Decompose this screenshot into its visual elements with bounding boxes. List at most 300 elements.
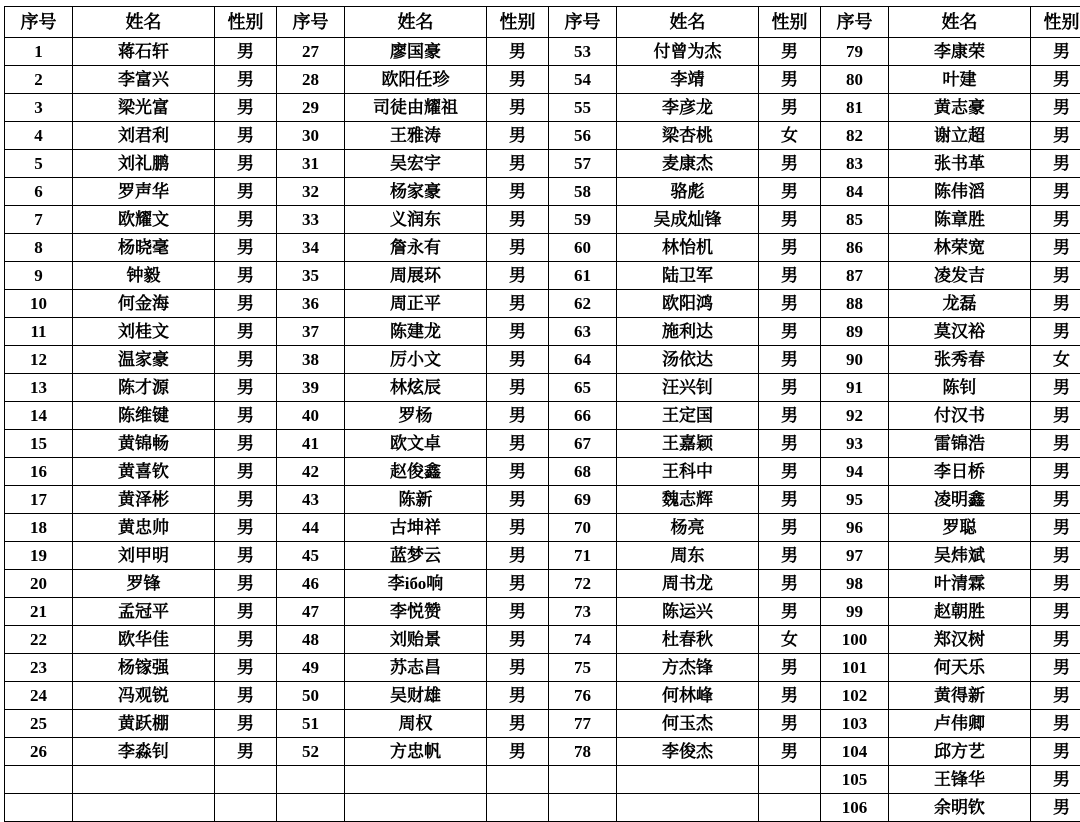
cell-gender: 男 [215,402,277,430]
cell-name: 陈建龙 [345,318,487,346]
cell-gender: 男 [215,150,277,178]
cell-gender: 男 [215,290,277,318]
cell-name [345,766,487,794]
cell-name: 李彦龙 [617,94,759,122]
cell-index: 6 [5,178,73,206]
cell-name: 孟冠平 [73,598,215,626]
cell-gender: 男 [1031,458,1080,486]
cell-index: 64 [549,346,617,374]
cell-name: 余明钦 [889,794,1031,822]
col-header-index-4: 序号 [821,7,889,38]
cell-index: 19 [5,542,73,570]
cell-gender: 男 [215,206,277,234]
cell-name: 欧耀文 [73,206,215,234]
table-row [5,794,1080,822]
cell-gender: 男 [487,738,549,766]
cell-gender: 男 [215,262,277,290]
cell-name: 叶建 [889,66,1031,94]
cell-index: 86 [821,234,889,262]
cell-index: 13 [5,374,73,402]
cell-gender: 男 [759,262,821,290]
cell-name: 杜春秋 [617,626,759,654]
cell-gender: 男 [1031,38,1080,66]
cell-index: 67 [549,430,617,458]
cell-name: 刘礼鹏 [73,150,215,178]
cell-index: 26 [5,738,73,766]
cell-gender: 男 [1031,542,1080,570]
cell-name: 何玉杰 [617,710,759,738]
cell-index: 41 [277,430,345,458]
cell-index: 90 [821,346,889,374]
cell-gender: 男 [215,570,277,598]
cell-name: 周正平 [345,290,487,318]
cell-name: 王嘉颖 [617,430,759,458]
col-header-name-3: 姓名 [617,7,759,38]
cell-name: 何金海 [73,290,215,318]
cell-gender: 男 [1031,290,1080,318]
cell-index: 7 [5,206,73,234]
cell-gender [759,766,821,794]
cell-gender: 女 [1031,346,1080,374]
cell-index: 56 [549,122,617,150]
cell-name: 麦康杰 [617,150,759,178]
cell-name: 李淼钊 [73,738,215,766]
col-header-gender-1: 性别 [215,7,277,38]
cell-name: 厉小文 [345,346,487,374]
cell-gender: 男 [487,710,549,738]
cell-gender: 男 [759,318,821,346]
cell-index: 77 [549,710,617,738]
cell-gender: 男 [215,682,277,710]
cell-gender: 男 [1031,66,1080,94]
cell-gender: 男 [759,178,821,206]
cell-name: 陈伟滔 [889,178,1031,206]
table-row [5,570,1080,598]
cell-name: 付曾为杰 [617,38,759,66]
cell-index: 39 [277,374,345,402]
cell-index: 1 [5,38,73,66]
cell-index: 18 [5,514,73,542]
cell-name: 冯观锐 [73,682,215,710]
cell-name: 温家豪 [73,346,215,374]
cell-gender: 男 [487,654,549,682]
col-header-index-3: 序号 [549,7,617,38]
cell-index: 75 [549,654,617,682]
table-row [5,766,1080,794]
cell-name: 吴炜斌 [889,542,1031,570]
cell-name: 黄忠帅 [73,514,215,542]
table-row [5,738,1080,766]
cell-name: 蓝梦云 [345,542,487,570]
cell-index: 58 [549,178,617,206]
cell-index: 15 [5,430,73,458]
cell-name: 汤依达 [617,346,759,374]
cell-name: 刘君利 [73,122,215,150]
cell-gender: 男 [487,38,549,66]
cell-name: 汪兴钊 [617,374,759,402]
cell-index: 71 [549,542,617,570]
cell-index: 53 [549,38,617,66]
cell-index: 79 [821,38,889,66]
cell-name: 周书龙 [617,570,759,598]
cell-gender: 男 [1031,626,1080,654]
cell-index: 3 [5,94,73,122]
cell-gender: 男 [759,738,821,766]
cell-gender: 男 [1031,318,1080,346]
table-row [5,654,1080,682]
cell-index: 68 [549,458,617,486]
cell-gender: 男 [215,66,277,94]
cell-name: 李日桥 [889,458,1031,486]
col-header-index-2: 序号 [277,7,345,38]
cell-index: 104 [821,738,889,766]
cell-index: 50 [277,682,345,710]
cell-gender: 男 [759,430,821,458]
table-row [5,430,1080,458]
cell-index: 82 [821,122,889,150]
cell-index: 76 [549,682,617,710]
cell-index: 97 [821,542,889,570]
cell-gender: 男 [1031,682,1080,710]
cell-gender: 男 [759,234,821,262]
cell-index: 81 [821,94,889,122]
cell-gender [215,766,277,794]
cell-gender: 男 [759,514,821,542]
cell-gender: 男 [215,514,277,542]
cell-name: 赵朝胜 [889,598,1031,626]
cell-name: 张书革 [889,150,1031,178]
cell-index: 34 [277,234,345,262]
cell-name: 林怡机 [617,234,759,262]
cell-index: 9 [5,262,73,290]
cell-index [277,766,345,794]
cell-index: 60 [549,234,617,262]
cell-gender: 女 [759,626,821,654]
cell-name: 蒋石轩 [73,38,215,66]
cell-name: 李ібо响 [345,570,487,598]
cell-gender: 男 [759,150,821,178]
cell-gender: 男 [487,122,549,150]
cell-index: 20 [5,570,73,598]
cell-index: 43 [277,486,345,514]
cell-name: 黄跃棚 [73,710,215,738]
table-row [5,178,1080,206]
cell-name: 詹永有 [345,234,487,262]
cell-index: 35 [277,262,345,290]
cell-gender: 男 [487,262,549,290]
cell-gender: 男 [759,374,821,402]
cell-index: 91 [821,374,889,402]
cell-gender: 男 [1031,206,1080,234]
cell-name: 方忠帆 [345,738,487,766]
cell-index: 85 [821,206,889,234]
cell-gender: 男 [487,486,549,514]
cell-name: 赵俊鑫 [345,458,487,486]
cell-index: 2 [5,66,73,94]
cell-gender: 男 [1031,710,1080,738]
cell-gender: 男 [487,94,549,122]
cell-name: 刘桂文 [73,318,215,346]
cell-name: 刘甲明 [73,542,215,570]
cell-gender: 男 [759,570,821,598]
table-row [5,318,1080,346]
cell-gender: 男 [759,402,821,430]
cell-gender: 男 [215,178,277,206]
cell-index: 78 [549,738,617,766]
cell-name: 杨亮 [617,514,759,542]
cell-name: 李靖 [617,66,759,94]
cell-name: 黄得新 [889,682,1031,710]
table-row [5,374,1080,402]
table-row [5,402,1080,430]
cell-index: 102 [821,682,889,710]
cell-index: 51 [277,710,345,738]
cell-index: 80 [821,66,889,94]
cell-gender: 男 [1031,178,1080,206]
col-header-gender-3: 性别 [759,7,821,38]
table-row [5,94,1080,122]
cell-gender: 男 [1031,262,1080,290]
cell-name: 施利达 [617,318,759,346]
cell-index: 30 [277,122,345,150]
cell-gender: 男 [487,318,549,346]
col-header-gender-4: 性别 [1031,7,1080,38]
cell-name: 骆彪 [617,178,759,206]
cell-index: 100 [821,626,889,654]
cell-index: 73 [549,598,617,626]
col-header-gender-2: 性别 [487,7,549,38]
cell-index: 69 [549,486,617,514]
table-row [5,486,1080,514]
table-row [5,122,1080,150]
cell-gender: 男 [1031,794,1080,822]
cell-gender [487,794,549,822]
cell-name [73,766,215,794]
cell-gender: 男 [487,234,549,262]
cell-gender: 男 [1031,570,1080,598]
table-row [5,514,1080,542]
cell-gender: 男 [487,542,549,570]
cell-gender: 男 [215,458,277,486]
cell-name: 吴成灿锋 [617,206,759,234]
cell-index: 5 [5,150,73,178]
cell-name: 杨镓强 [73,654,215,682]
cell-gender: 男 [487,598,549,626]
cell-gender: 男 [1031,738,1080,766]
cell-gender: 男 [487,430,549,458]
cell-index: 59 [549,206,617,234]
cell-gender: 男 [759,94,821,122]
cell-name: 郑汉树 [889,626,1031,654]
cell-index: 72 [549,570,617,598]
cell-index: 17 [5,486,73,514]
cell-name: 吴宏宇 [345,150,487,178]
table-row [5,458,1080,486]
cell-index: 65 [549,374,617,402]
cell-name: 杨家豪 [345,178,487,206]
cell-name: 凌明鑫 [889,486,1031,514]
cell-index: 89 [821,318,889,346]
cell-name: 周东 [617,542,759,570]
cell-name: 李悦赞 [345,598,487,626]
cell-name: 周权 [345,710,487,738]
cell-index: 42 [277,458,345,486]
cell-gender: 男 [487,626,549,654]
table-row [5,598,1080,626]
cell-name: 方杰锋 [617,654,759,682]
cell-index: 45 [277,542,345,570]
cell-index: 4 [5,122,73,150]
cell-gender: 男 [759,598,821,626]
cell-name: 邱方艺 [889,738,1031,766]
cell-name: 罗杨 [345,402,487,430]
cell-gender: 男 [1031,514,1080,542]
col-header-name-4: 姓名 [889,7,1031,38]
cell-gender: 男 [487,514,549,542]
cell-gender: 男 [759,346,821,374]
cell-name: 梁光富 [73,94,215,122]
cell-name: 罗聪 [889,514,1031,542]
cell-index: 94 [821,458,889,486]
cell-name: 王科中 [617,458,759,486]
cell-index: 105 [821,766,889,794]
cell-name: 廖国豪 [345,38,487,66]
cell-index: 99 [821,598,889,626]
cell-name: 林炫辰 [345,374,487,402]
cell-index: 23 [5,654,73,682]
cell-gender: 男 [215,738,277,766]
cell-index: 88 [821,290,889,318]
cell-index: 25 [5,710,73,738]
table-row [5,262,1080,290]
cell-gender: 男 [759,458,821,486]
cell-name: 欧文卓 [345,430,487,458]
cell-gender: 男 [215,626,277,654]
cell-gender: 男 [1031,374,1080,402]
table-row [5,38,1080,66]
cell-name: 王锋华 [889,766,1031,794]
cell-name: 何林峰 [617,682,759,710]
cell-name: 陈钊 [889,374,1031,402]
name-roster-table [4,6,1080,822]
cell-gender: 男 [215,430,277,458]
cell-index: 48 [277,626,345,654]
cell-gender: 男 [215,374,277,402]
cell-name: 义润东 [345,206,487,234]
cell-index: 21 [5,598,73,626]
cell-gender: 男 [759,290,821,318]
cell-index: 47 [277,598,345,626]
cell-gender: 男 [487,178,549,206]
cell-gender: 男 [215,94,277,122]
cell-gender: 男 [215,234,277,262]
cell-name: 林荣宽 [889,234,1031,262]
cell-gender: 男 [215,542,277,570]
cell-name [617,794,759,822]
table-row [5,346,1080,374]
cell-name: 雷锦浩 [889,430,1031,458]
cell-gender: 男 [487,150,549,178]
cell-name: 陈新 [345,486,487,514]
cell-name: 李康荣 [889,38,1031,66]
cell-index: 38 [277,346,345,374]
cell-index: 44 [277,514,345,542]
table-row [5,626,1080,654]
col-header-name-1: 姓名 [73,7,215,38]
cell-index: 87 [821,262,889,290]
cell-name: 罗声华 [73,178,215,206]
cell-index: 14 [5,402,73,430]
cell-index: 70 [549,514,617,542]
cell-index: 33 [277,206,345,234]
cell-index: 74 [549,626,617,654]
cell-index [5,794,73,822]
cell-index: 63 [549,318,617,346]
cell-index: 54 [549,66,617,94]
cell-name: 陈章胜 [889,206,1031,234]
cell-name: 吴财雄 [345,682,487,710]
cell-index: 16 [5,458,73,486]
cell-index: 29 [277,94,345,122]
cell-name: 李富兴 [73,66,215,94]
cell-name: 陆卫军 [617,262,759,290]
cell-gender: 男 [759,542,821,570]
cell-index: 101 [821,654,889,682]
table-body [5,38,1080,822]
cell-index: 62 [549,290,617,318]
cell-name: 谢立超 [889,122,1031,150]
cell-name: 欧阳鸿 [617,290,759,318]
table-header [5,7,1080,38]
cell-gender: 男 [215,654,277,682]
cell-index: 31 [277,150,345,178]
cell-index: 93 [821,430,889,458]
col-header-name-2: 姓名 [345,7,487,38]
cell-index: 98 [821,570,889,598]
cell-gender: 男 [759,38,821,66]
cell-gender: 男 [759,206,821,234]
cell-gender: 男 [1031,94,1080,122]
cell-gender: 男 [1031,150,1080,178]
cell-gender: 男 [487,290,549,318]
cell-gender: 男 [487,206,549,234]
cell-index: 66 [549,402,617,430]
cell-gender: 男 [487,346,549,374]
cell-gender: 男 [487,682,549,710]
cell-name: 欧阳任珍 [345,66,487,94]
cell-gender: 女 [759,122,821,150]
cell-name: 刘贻景 [345,626,487,654]
cell-name: 张秀春 [889,346,1031,374]
cell-gender: 男 [759,682,821,710]
col-header-index-1: 序号 [5,7,73,38]
cell-name: 陈运兴 [617,598,759,626]
cell-gender: 男 [215,486,277,514]
cell-gender: 男 [759,486,821,514]
cell-name: 钟毅 [73,262,215,290]
cell-name: 付汉书 [889,402,1031,430]
cell-index: 12 [5,346,73,374]
cell-name: 莫汉裕 [889,318,1031,346]
cell-name: 凌发吉 [889,262,1031,290]
cell-index: 52 [277,738,345,766]
cell-index: 22 [5,626,73,654]
header-row [5,7,1080,38]
cell-name: 王雅涛 [345,122,487,150]
cell-gender: 男 [215,38,277,66]
cell-name: 黄志豪 [889,94,1031,122]
table-row [5,150,1080,178]
